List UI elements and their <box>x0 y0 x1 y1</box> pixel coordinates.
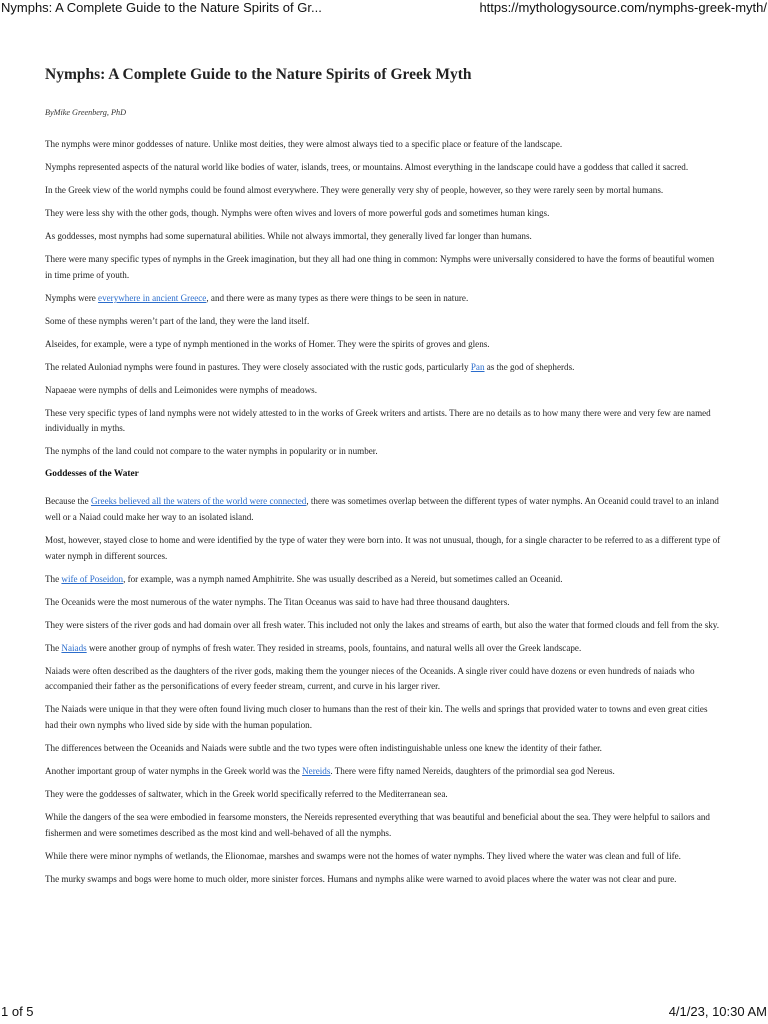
article <box>45 64 721 895</box>
paragraph: The nymphs of the land could not compare to the water nymphs in popularity or in number. <box>45 446 378 457</box>
paragraph: There were many specific types of nymphs in the Greek imagination, but they all had one thing in common: Nymphs were universally considered to have the forms of beautiful women in time prime of youth. <box>45 253 715 280</box>
print-footer <box>0 1002 768 1024</box>
paragraph: They were sisters of the river gods and had domain over all fresh water. This included not only the lakes and streams of earth, but also the water that formed clouds and fell from the sky. <box>45 619 720 630</box>
paragraph: Some of these nymphs weren’t part of the land, they were the land itself. <box>45 315 310 326</box>
paragraph: They were the goddesses of saltwater, which in the Greek world specifically referred to the Mediterranean sea. <box>45 789 448 800</box>
print-datetime: 4/1/23, 10:30 AM <box>668 1004 767 1019</box>
paragraph: While there were minor nymphs of wetlands, the Elionomae, marshes and swamps were not the homes of water nymphs. They lived where the water was clean and full of life. <box>45 850 681 861</box>
paragraph <box>45 764 721 780</box>
paragraph <box>45 641 721 657</box>
paragraph <box>45 494 721 526</box>
paragraph-text: The <box>45 573 62 584</box>
paragraph-text: Nymphs were <box>45 292 99 303</box>
paragraph: While the dangers of the sea were embodied in fearsome monsters, the Nereids represented everything that was beautiful and beneficial about the sea. They were helpful to sailors and fishermen and were sometimes described as the most kind and well-behaved of all the nymphs. <box>45 812 710 838</box>
print-header-title: Nymphs: A Complete Guide to the Nature Spirits of Gr... <box>1 0 322 15</box>
paragraph <box>45 360 721 376</box>
paragraph-text: , there was sometimes overlap between the different types of water nymphs. An Oceanid could travel to an inland well or a Naiad could make her way to an isolated island. <box>45 496 719 522</box>
paragraph <box>45 291 721 307</box>
section-heading: Goddesses of the Water <box>45 469 139 480</box>
print-header-url: https://mythologysource.com/nymphs-greek-myth/ <box>479 0 767 15</box>
paragraph: These very specific types of land nymphs were not widely attested to in the works of Greek writers and artists. There are no details as to how many there were and very few are named individually in myths. <box>45 407 711 434</box>
print-header <box>0 0 768 18</box>
paragraph: The differences between the Oceanids and Naiads were subtle and the two types were often indistinguishable unless one knew the identity of their father. <box>45 743 602 754</box>
paragraph: The nymphs were minor goddesses of nature. Unlike most deities, they were almost always tied to a specific place or feature of the landscape. <box>45 139 563 149</box>
paragraph <box>45 572 721 588</box>
paragraph: Napaeae were nymphs of dells and Leimonides were nymphs of meadows. <box>45 384 317 395</box>
link-greeks-believed-waters-connected[interactable]: Greeks believed all the waters of the world were connected <box>90 496 307 507</box>
paragraph: Nymphs represented aspects of the natural world like bodies of water, islands, trees, or mountains. Almost everything in the landscape could have a goddess that called it sacred. <box>45 161 689 172</box>
paragraph: Naiads were often described as the daughters of the river gods, making them the younger nieces of the Oceanids. A single river could have dozens or even hundreds of naiads who accompanied their father as the personifications of every feeder stream, current, and curve in his larger river. <box>45 665 695 692</box>
link-naiads[interactable]: Naiads <box>61 642 87 653</box>
paragraph: In the Greek view of the world nymphs could be found almost everywhere. They were generally very shy of people, however, so they were rarely seen by mortal humans. <box>45 184 664 195</box>
paragraph-text: were another group of nymphs of fresh water. They resided in streams, pools, fountains, and natural wells all over the Greek landscape. <box>86 642 582 653</box>
paragraph-text: Because the <box>45 496 91 507</box>
paragraph: The Naiads were unique in that they were often found living much closer to humans than the rest of their kin. The wells and springs that provided water to towns and even great cities had their own nymphs who lived side by side with the human population. <box>45 704 708 731</box>
link-wife-of-poseidon[interactable]: wife of Poseidon <box>61 573 124 584</box>
paragraph-text: , and there were as many types as there were things to be seen in nature. <box>206 292 469 303</box>
paragraph: Most, however, stayed close to home and were identified by the type of water they were born into. It was not unusual, though, for a single character to be referred to as a different type of water nymph in different sources. <box>45 534 721 561</box>
paragraph: The murky swamps and bogs were home to much older, more sinister forces. Humans and nymphs alike were warned to avoid places where the water was not clear and pure. <box>45 873 677 884</box>
link-everywhere-in-ancient-greece[interactable]: everywhere in ancient Greece <box>98 292 207 303</box>
page-number: 1 of 5 <box>1 1004 34 1019</box>
link-pan[interactable]: Pan <box>470 361 485 372</box>
paragraph: As goddesses, most nymphs had some supernatural abilities. While not always immortal, they generally lived far longer than humans. <box>45 230 532 241</box>
paragraph-text: The <box>45 642 62 653</box>
paragraph-text: Another important group of water nymphs in the Greek world was the <box>45 766 303 777</box>
paragraph: Alseides, for example, were a type of nymph mentioned in the works of Homer. They were the spirits of groves and glens. <box>45 338 490 349</box>
article-byline: ByMike Greenberg, PhD <box>45 108 127 117</box>
paragraph-text: The related Auloniad nymphs were found in pastures. They were closely associated with the rustic gods, particularly <box>45 361 471 372</box>
article-title: Nymphs: A Complete Guide to the Nature Spirits of Greek Myth <box>45 66 472 83</box>
link-nereids[interactable]: Nereids <box>302 766 331 777</box>
paragraph-text: as the god of shepherds. <box>484 361 575 372</box>
paragraph-text: , for example, was a nymph named Amphitrite. She was usually described as a Nereid, but sometimes called an Oceanid. <box>123 573 563 584</box>
paragraph: They were less shy with the other gods, though. Nymphs were often wives and lovers of more powerful gods and sometimes human kings. <box>45 207 550 218</box>
paragraph: The Oceanids were the most numerous of the water nymphs. The Titan Oceanus was said to have had three thousand daughters. <box>45 596 510 607</box>
paragraph-text: . There were fifty named Nereids, daughters of the primordial sea god Nereus. <box>330 766 615 777</box>
